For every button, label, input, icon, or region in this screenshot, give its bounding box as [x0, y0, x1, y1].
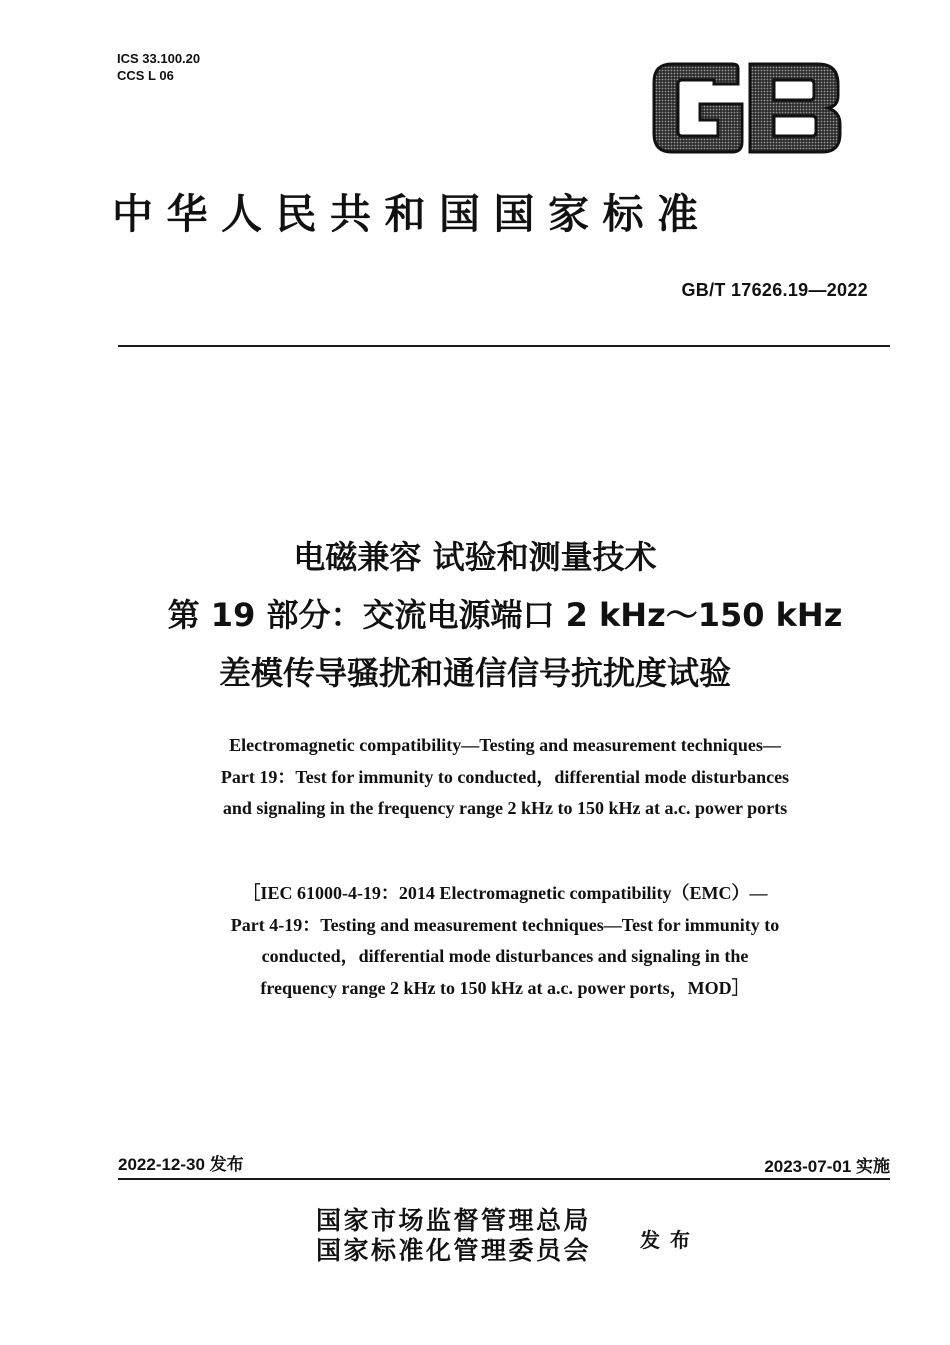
implementation-date: 2023-07-01 实施	[764, 1157, 890, 1176]
chinese-title	[0, 528, 950, 702]
iec-ref-line-1: ［IEC 61000-4-19：2014 Electromagnetic compatibility（EMC）—	[242, 883, 768, 903]
cn-title-line-1: 电磁兼容 试验和测量技术	[293, 538, 657, 576]
publish-label: 发布	[640, 1228, 700, 1252]
en-title-line-2: Part 19：Test for immunity to conducted，differential mode disturbances	[220, 766, 790, 787]
issuer-sac: 国家标准化管理委员会	[316, 1236, 592, 1265]
gb-logo-icon	[652, 60, 842, 156]
ics-code: ICS 33.100.20	[117, 51, 201, 66]
en-title-line-3: and signaling in the frequency range 2 kHz to 150 kHz at a.c. power ports	[222, 798, 788, 818]
iec-reference	[0, 878, 950, 1004]
cn-title-line-2: 第 19 部分：交流电源端口 2 kHz～150 kHz	[167, 596, 843, 634]
iec-ref-line-4: frequency range 2 kHz to 150 kHz at a.c. power ports，MOD］	[260, 977, 750, 998]
classification-codes	[117, 50, 200, 84]
iec-ref-line-2: Part 4-19：Testing and measurement techniques—Test for immunity to	[230, 914, 780, 935]
issue-date: 2022-12-30 发布	[118, 1155, 244, 1174]
gb-logo	[652, 60, 842, 156]
national-standard-title: 中华人民共和国国家标准	[112, 190, 712, 238]
standard-number: GB/T 17626.19—2022	[681, 280, 868, 300]
issuing-authorities	[316, 1206, 591, 1266]
ccs-code: CCS L 06	[117, 68, 174, 83]
issuer-samr: 国家市场监督管理总局	[316, 1206, 592, 1235]
english-title	[0, 730, 950, 825]
top-divider	[118, 345, 890, 347]
cn-title-line-3: 差模传导骚扰和通信信号抗扰度试验	[218, 654, 731, 692]
en-title-line-1: Electromagnetic compatibility—Testing and measurement techniques—	[229, 735, 781, 755]
iec-ref-line-3: conducted，differential mode disturbances and signaling in the	[261, 946, 749, 966]
bottom-divider	[118, 1178, 890, 1180]
